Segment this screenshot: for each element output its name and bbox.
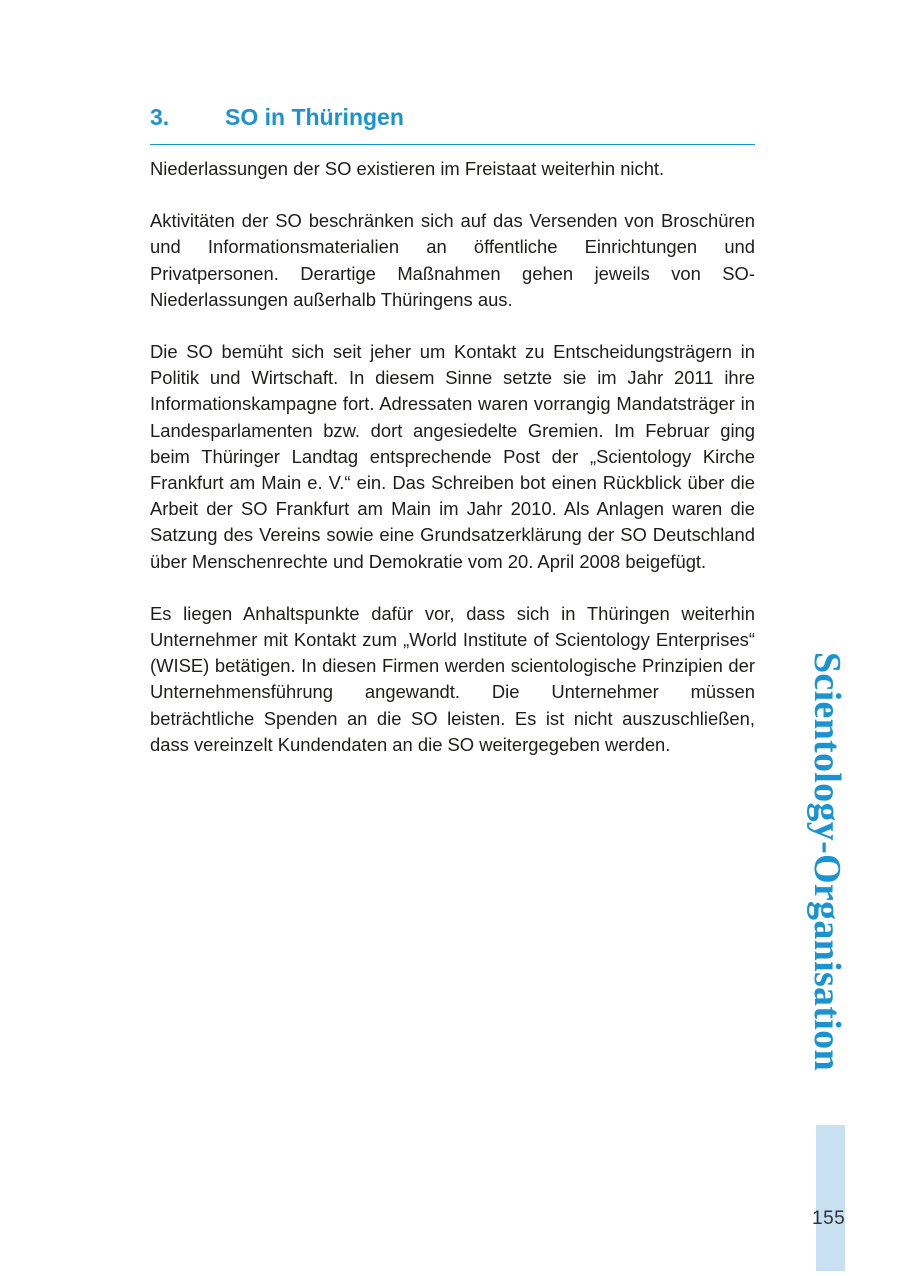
page-tab-marker [816, 1125, 845, 1271]
section-heading [150, 100, 755, 134]
body-text [150, 156, 755, 784]
chapter-side-title [808, 652, 848, 1084]
section-title: SO in Thüringen [225, 104, 404, 130]
page-number: 155 [812, 1208, 846, 1229]
heading-divider [150, 144, 755, 145]
paragraph: Aktivitäten der SO beschränken sich auf das Versenden von Broschüren und Informationsmaterialien an öffentliche Einrichtungen und Privatpersonen. Derartige Maßnahmen gehen jeweils von SO-Niederlassungen außerhalb Thüringens aus. [150, 210, 755, 310]
chapter-side-title-text: Scientology-Organisation [806, 652, 848, 1071]
paragraph: Es liegen Anhaltspunkte dafür vor, dass sich in Thüringen weiterhin Unternehmer mit Kontakt zum „World Institute of Scientology Enterprises“ (WISE) betätigen. In diesen Firmen werden scientologische Prinzipien der Unternehmensführung angewandt. Die Unternehmer müssen beträchtliche Spenden an die SO leisten. Es ist nicht auszuschließen, dass vereinzelt Kundendaten an die SO weitergegeben werden. [150, 602, 755, 755]
paragraph: Die SO bemüht sich seit jeher um Kontakt zu Entscheidungsträgern in Politik und Wirtschaft. In diesem Sinne setzte sie im Jahr 2011 ihre Informationskampagne fort. Adressaten waren vorrangig Mandatsträger in Landesparlamenten bzw. dort angesiedelte Gremien. Im Februar ging beim Thüringer Landtag entsprechende Post der „Scientology Kirche Frankfurt am Main e. V.“ ein. Das Schreiben bot einen Rückblick über die Arbeit der SO Frankfurt am Main im Jahr 2010. Als Anlagen waren die Satzung des Vereins sowie eine Grundsatzerklärung der SO Deutschland über Menschenrechte und Demokratie vom 20. April 2008 beigefügt. [150, 341, 755, 572]
section-number: 3. [150, 104, 170, 130]
paragraph: Niederlassungen der SO existieren im Freistaat weiterhin nicht. [150, 158, 665, 179]
